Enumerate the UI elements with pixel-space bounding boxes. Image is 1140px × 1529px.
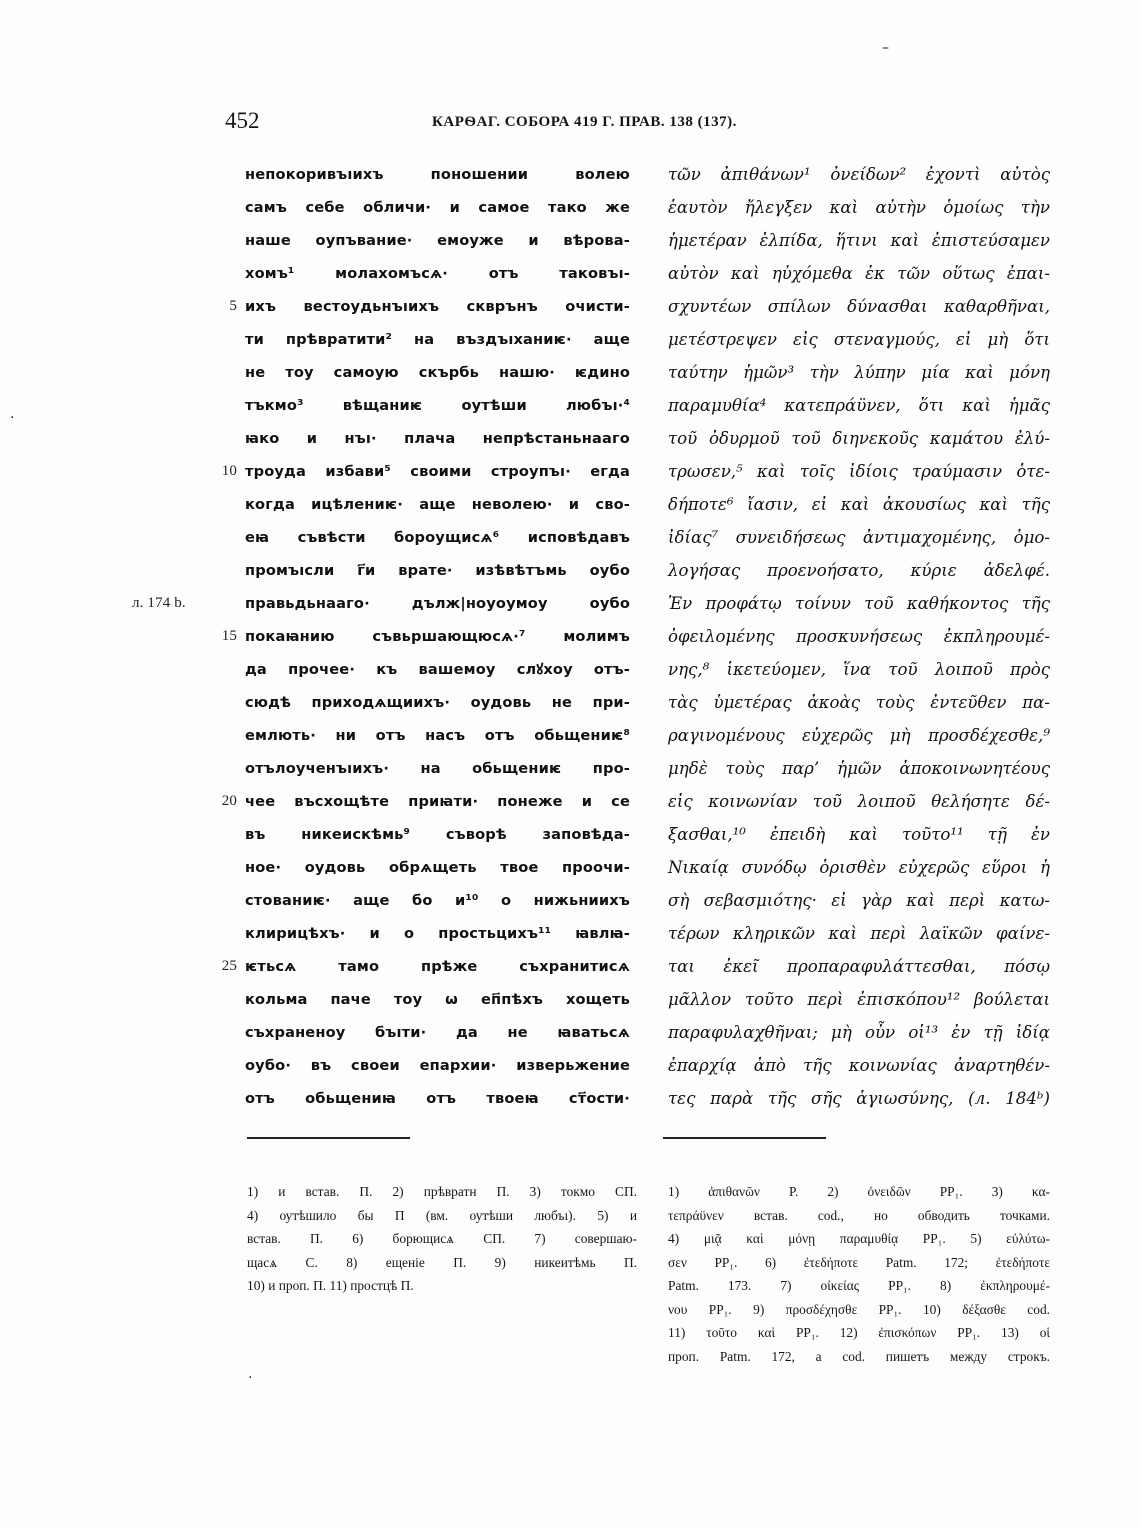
greek-line: ἑαυτὸν ἤλεγξεν καὶ αὐτὴν ὁμοίως τὴν bbox=[668, 198, 1050, 217]
slavonic-line-text: ꙗко и нъı· плача непрѣстаньнааго bbox=[245, 430, 630, 447]
greek-line: αὐτὸν καὶ ηὐχόμεθα ἐκ τῶν οὕτως ἐπαι- bbox=[668, 264, 1050, 283]
slavonic-line-text: правьдьнааго· дълж|ноуоумоу оубо bbox=[245, 595, 630, 612]
slavonic-line bbox=[245, 653, 630, 686]
slavonic-line bbox=[245, 851, 630, 884]
greek-line: ἰδίας⁷ συνειδήσεως ἀντιμαχομένης, ὁμο- bbox=[668, 528, 1050, 547]
greek-line: Ἐν προφάτῳ τοίνυν τοῦ καθήκοντος τῆς bbox=[668, 594, 1050, 613]
greek-line: σὴ σεβασμιότης· εἰ γὰρ καὶ περὶ κατω- bbox=[668, 891, 1050, 910]
slavonic-line-text: ти прѣвратити² на въздъıханиѥ· аще bbox=[245, 331, 630, 348]
footnote-line: Patm. 173. 7) οἰκείας PP₁. 8) ἐκπληρουμέ- bbox=[668, 1278, 1050, 1293]
slavonic-line bbox=[245, 554, 630, 587]
slavonic-line bbox=[245, 884, 630, 917]
footnotes-slavonic bbox=[247, 1180, 637, 1298]
footnote-line: встав. П. 6) борющисѧ СП. 7) совершаю- bbox=[247, 1231, 637, 1246]
slavonic-line-text: чее въсхощѣте приꙗти· понеже и се bbox=[245, 793, 630, 810]
greek-line: παραφυλαχθῆναι; μὴ οὖν οἱ¹³ ἐν τῇ ἰδίᾳ bbox=[668, 1023, 1050, 1042]
slavonic-line-text: да прочее· къ вашемоу слꙋхоу отъ- bbox=[245, 661, 630, 678]
slavonic-line bbox=[245, 818, 630, 851]
greek-line: ἐπαρχίᾳ ἀπὸ τῆς κοινωνίας ἀναρτηθέν- bbox=[668, 1056, 1050, 1075]
greek-line: ραγινομένους εὐχερῶς μὴ προσδέχεσθε,⁹ bbox=[668, 726, 1050, 745]
footnote-rule-right bbox=[663, 1137, 826, 1139]
slavonic-line-text: еꙗ съвѣсти бороущисѧ⁶ исповѣдавъ bbox=[245, 529, 630, 546]
footnote-line: 4) μιᾷ καὶ μόνῃ παραμυθίᾳ PP₁. 5) εὐλύτω- bbox=[668, 1231, 1050, 1246]
speck-mark: · bbox=[248, 1370, 253, 1386]
slavonic-line bbox=[245, 356, 630, 389]
slavonic-line-text: непокоривъıихъ поношении волею bbox=[245, 166, 630, 183]
line-number: 20 bbox=[221, 793, 237, 809]
line-number: 5 bbox=[229, 298, 237, 314]
slavonic-line-text: въ никеискѣмь⁹ съворѣ заповѣда- bbox=[245, 826, 630, 843]
slavonic-line bbox=[245, 257, 630, 290]
slavonic-line-text: съхраненоу бъıти· да не ꙗватьсѧ bbox=[245, 1024, 630, 1041]
footnote-line: 1) ἀπιθανῶν P. 2) ὀνειδῶν PP₁. 3) κα- bbox=[668, 1184, 1050, 1199]
greek-line: μᾶλλον τοῦτο περὶ ἐπισκόπου¹² βούλεται bbox=[668, 990, 1050, 1009]
slavonic-line bbox=[221, 950, 630, 983]
greek-line: τες παρὰ τῆς σῆς ἁγιωσύνης, (л. 184ᵇ) bbox=[668, 1089, 1050, 1108]
slavonic-line bbox=[132, 587, 630, 620]
greek-text-column bbox=[668, 158, 1050, 1115]
footnote-line: 10) и проп. П. 11) простцѣ П. bbox=[247, 1278, 414, 1293]
greek-line: ξασθαι,¹⁰ ἐπειδὴ καὶ τοῦτο¹¹ τῇ ἐν bbox=[668, 825, 1050, 844]
line-number: 15 bbox=[221, 628, 237, 644]
greek-line: νης,⁸ ἱκετεύομεν, ἵνα τοῦ λοιποῦ πρὸς bbox=[668, 660, 1050, 679]
slavonic-line bbox=[245, 719, 630, 752]
slavonic-line bbox=[245, 224, 630, 257]
slavonic-line bbox=[245, 1049, 630, 1082]
greek-line: τρωσεν,⁵ καὶ τοῖς ἰδίοις τραύμασιν ὁτε- bbox=[668, 462, 1050, 481]
slavonic-line-text: наше оупъвание· емоуже и вѣрова- bbox=[245, 232, 630, 249]
greek-line: τοῦ ὀδυρμοῦ τοῦ διηνεκοῦς καμάτου ἐλύ- bbox=[668, 429, 1050, 448]
greek-line: παραμυθία⁴ κατεπράϋνεν, ὅτι καὶ ἡμᾶς bbox=[668, 396, 1050, 415]
slavonic-line-text: кольма паче тоу ѡ еп҃пѣхъ хощеть bbox=[245, 991, 630, 1008]
slavonic-line bbox=[245, 983, 630, 1016]
footnote-line: щасѧ С. 8) ещеніе П. 9) никеитѣмь П. bbox=[247, 1254, 637, 1270]
greek-line: ὀφειλομένης προσκυνήσεως ἐκπληρουμέ- bbox=[668, 627, 1050, 646]
slavonic-line bbox=[245, 917, 630, 950]
slavonic-line-text: покаꙗнию съвьршающюсѧ·⁷ молимъ bbox=[245, 628, 630, 645]
greek-line: εἰς κοινωνίαν τοῦ λοιποῦ θελήσητε δέ- bbox=[668, 792, 1050, 811]
slavonic-line-text: сюдѣ приходѧщиихъ· оудовь не при- bbox=[245, 694, 630, 711]
slavonic-line bbox=[245, 422, 630, 455]
slavonic-line bbox=[245, 686, 630, 719]
slavonic-line-text: промъıсли г҃и врате· изѣвѣтъмь оубо bbox=[245, 562, 630, 579]
slavonic-line bbox=[229, 290, 630, 323]
speck-mark: – bbox=[882, 40, 889, 56]
page-number: 452 bbox=[225, 108, 260, 133]
slavonic-line-text: стованиѥ· аще бо и¹⁰ о нижьниихъ bbox=[245, 892, 630, 909]
footnote-line: νου PP₁. 9) προσδέχησθε PP₁. 10) δέξασθε cod. bbox=[668, 1301, 1050, 1317]
running-head: КАРѲАГ. СОБОРА 419 Г. ПРАВ. 138 (137). bbox=[432, 114, 737, 130]
slavonic-line-text: троуда избави⁵ своими строупъı· егда bbox=[245, 463, 630, 480]
slavonic-line-text: не тоу самоую скърбь нашю· ѥдино bbox=[245, 364, 630, 381]
slavonic-line bbox=[245, 158, 630, 191]
footnote-line: 11) τοῦτο καὶ PP₁. 12) ἐπισκόπων PP₁. 13) οἱ bbox=[668, 1325, 1050, 1340]
greek-line: τέρων κληρικῶν καὶ περὶ λαϊκῶν φαίνε- bbox=[668, 924, 1050, 943]
footnote-rule-left bbox=[247, 1137, 410, 1139]
slavonic-line-text: емлють· ни отъ насъ отъ обьщениѥ⁸ bbox=[245, 727, 630, 744]
slavonic-line-text: отълоученъıихъ· на обьщениѥ про- bbox=[245, 760, 630, 777]
greek-line: ταύτην ἡμῶν³ τὴν λύπην μία καὶ μόνη bbox=[668, 363, 1050, 382]
slavonic-line bbox=[245, 191, 630, 224]
slavonic-line-text: клирицѣхъ· и о простьцихъ¹¹ ꙗвлꙗ- bbox=[245, 925, 630, 942]
slavonic-line bbox=[245, 752, 630, 785]
slavonic-line bbox=[245, 1082, 630, 1115]
line-number: 25 bbox=[221, 958, 237, 974]
greek-line: τῶν ἀπιθάνων¹ ὀνείδων² ἐχοντὶ αὐτὸς bbox=[668, 165, 1050, 184]
slavonic-line-text: оубо· въ своеи епархии· изверьжение bbox=[245, 1057, 630, 1074]
line-number: 10 bbox=[221, 463, 237, 479]
folio-mark: л. 174 b. bbox=[132, 595, 186, 611]
slavonic-line-text: ѥтьсѧ тамо прѣже съхранитисѧ bbox=[245, 958, 630, 975]
greek-line: ἡμετέραν ἐλπίδα, ἥτινι καὶ ἐπιστεύσαμεν bbox=[668, 231, 1050, 250]
footnote-line: σεν PP₁. 6) ἐτεδήποτε Patm. 172; ἐτεδήποτε bbox=[668, 1254, 1050, 1270]
slavonic-line bbox=[245, 1016, 630, 1049]
slavonic-line bbox=[245, 389, 630, 422]
slavonic-line-text: ихъ вестоудьнъıихъ скврънъ очисти- bbox=[245, 298, 630, 315]
slavonic-text-column bbox=[132, 158, 630, 1115]
greek-line: μηδὲ τοὺς παρ’ ἡμῶν ἀποκοινωνητέους bbox=[668, 759, 1050, 778]
footnotes-greek bbox=[668, 1180, 1050, 1368]
greek-line: τὰς ὑμετέρας ἀκοὰς τοὺς ἐντεῦθεν πα- bbox=[668, 693, 1050, 712]
footnote-line: проп. Patm. 172, а cod. пишетъ между строкъ. bbox=[668, 1348, 1050, 1364]
greek-line: σχυντέων σπίλων δύνασθαι καθαρθῆναι, bbox=[668, 297, 1050, 316]
greek-line: λογήσας προενοήσατο, κύριε ἀδελφέ. bbox=[668, 561, 1050, 580]
greek-line: Νικαίᾳ συνόδῳ ὁρισθὲν εὐχερῶς εὕροι ἡ bbox=[668, 858, 1050, 877]
slavonic-line-text: самъ себе обличи· и самое тако же bbox=[245, 199, 630, 216]
page-header bbox=[225, 108, 825, 142]
slavonic-line bbox=[221, 785, 630, 818]
speck-mark: · bbox=[10, 410, 15, 426]
slavonic-line-text: ное· оудовь обрѧщеть твое проочи- bbox=[245, 859, 630, 876]
slavonic-line bbox=[245, 323, 630, 356]
slavonic-line bbox=[245, 521, 630, 554]
footnote-line: 1) и встав. П. 2) прѣвратн П. 3) токмо СП. bbox=[247, 1184, 637, 1199]
slavonic-line-text: хомъ¹ молахомъсѧ· отъ таковъı- bbox=[245, 265, 630, 282]
footnote-line: 4) оутѣшило бы П (вм. оутѣши любъı). 5) и bbox=[247, 1207, 637, 1223]
greek-line: ται ἐκεῖ προπαραφυλάττεσθαι, πόσῳ bbox=[668, 957, 1050, 976]
slavonic-line-text: когда ицѣлениѥ· аще неволею· и сво- bbox=[245, 496, 630, 513]
slavonic-line bbox=[221, 620, 630, 653]
slavonic-line bbox=[221, 455, 630, 488]
footnote-line: τεπράϋνεν встав. cod., но обводить точками. bbox=[668, 1207, 1050, 1223]
slavonic-line-text: тъкмо³ вѣщаниѥ оутѣши любъı·⁴ bbox=[245, 397, 630, 414]
greek-line: μετέστρεψεν εἰς στεναγμούς, εἰ μὴ ὅτι bbox=[668, 330, 1050, 349]
greek-line: δήποτε⁶ ἴασιν, εἰ καὶ ἀκουσίως καὶ τῆς bbox=[668, 495, 1050, 514]
slavonic-line bbox=[245, 488, 630, 521]
slavonic-line-text: отъ обьщениꙗ отъ твоеꙗ ст҃ости· bbox=[245, 1090, 630, 1107]
